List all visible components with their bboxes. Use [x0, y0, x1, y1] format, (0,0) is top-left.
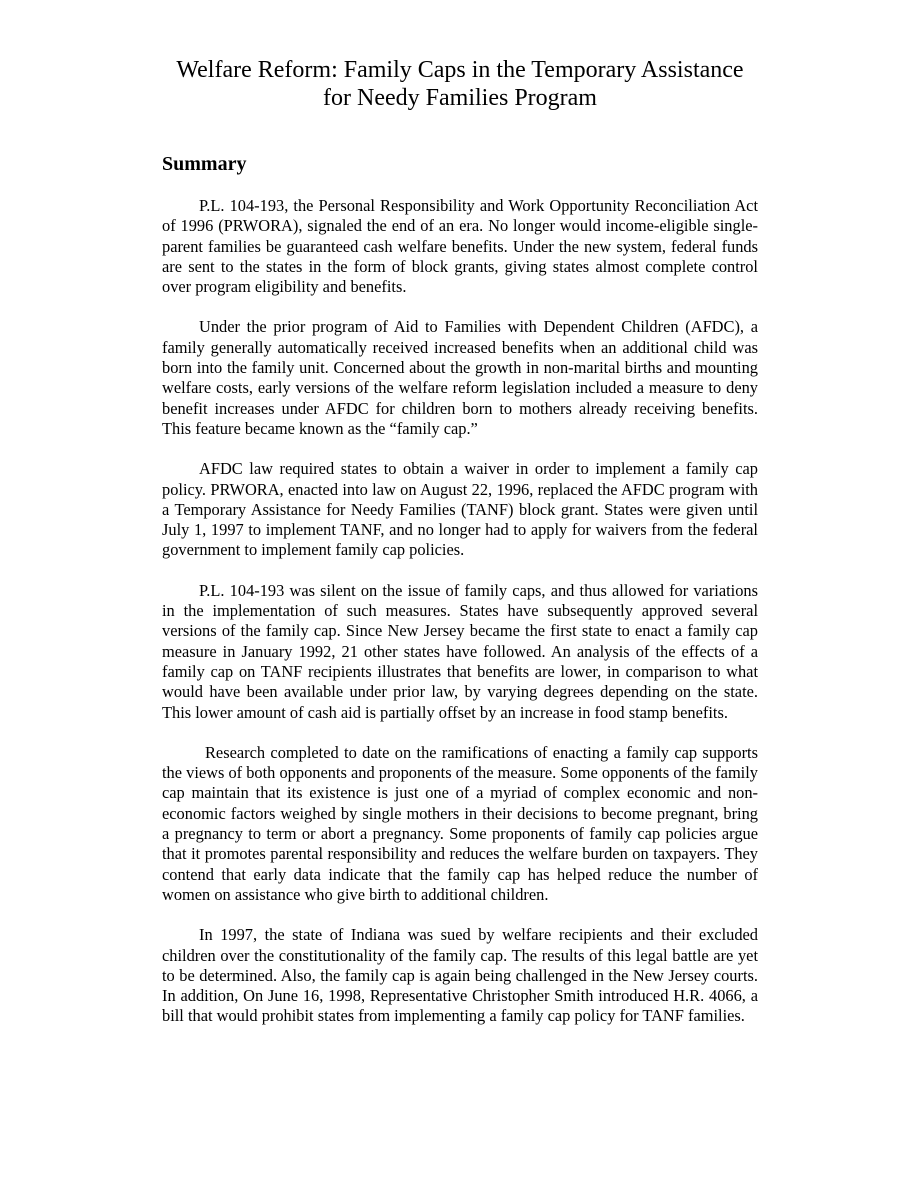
- document-title: [120, 56, 800, 112]
- paragraph-4: P.L. 104-193 was silent on the issue of family caps, and thus allowed for variations in the implementation of such measures. States have subsequently approved several versions of the family cap. Since New Jersey became the first state to enact a family cap measure in January 1992, 21 other states have followed. An analysis of the effects of a family cap on TANF recipients illustrates that benefits are lower, in comparison to what would have been available under prior law, by varying degrees depending on the state. This lower amount of cash aid is partially offset by an increase in food stamp benefits.: [162, 580, 758, 722]
- paragraph-2: Under the prior program of Aid to Families with Dependent Children (AFDC), a family generally automatically received increased benefits when an additional child was born into the family unit. Concerned about the growth in non-marital births and mounting welfare costs, early versions of the welfare reform legislation included a measure to deny benefit increases under AFDC for children born to mothers already receiving benefits. This feature became known as the “family cap.”: [162, 317, 758, 438]
- paragraph-3: AFDC law required states to obtain a waiver in order to implement a family cap policy. PRWORA, enacted into law on August 22, 1996, replaced the AFDC program with a Temporary Assistance for Needy Families (TANF) block grant. States were given until July 1, 1997 to implement TANF, and no longer had to apply for waivers from the federal government to implement family cap policies.: [162, 459, 758, 560]
- title-line-1: Welfare Reform: Family Caps in the Temporary Assistance: [176, 57, 744, 83]
- paragraph-5: Research completed to date on the ramifications of enacting a family cap supports the views of both opponents and proponents of the measure. Some opponents of the family cap maintain that its existence is just one of a myriad of complex economic and non-economic factors weighed by single mothers in their decisions to become pregnant, bring a pregnancy to term or abort a pregnancy. Some proponents of family cap policies argue that it promotes parental responsibility and reduces the welfare burden on taxpayers. They contend that early data indicate that the family cap has helped reduce the number of women on assistance who give birth to additional children.: [162, 742, 758, 904]
- section-heading-summary: Summary: [162, 153, 247, 175]
- paragraph-6: In 1997, the state of Indiana was sued by welfare recipients and their excluded children over the constitutionality of the family cap. The results of this legal battle are yet to be determined. Also, the family cap is again being challenged in the New Jersey courts. In addition, On June 16, 1998, Representative Christopher Smith introduced H.R. 4066, a bill that would prohibit states from implementing a family cap policy for TANF families.: [162, 925, 758, 1026]
- paragraph-1: P.L. 104-193, the Personal Responsibility and Work Opportunity Reconciliation Act of 1996 (PRWORA), signaled the end of an era. No longer would income-eligible single-parent families be guaranteed cash welfare benefits. Under the new system, federal funds are sent to the states in the form of block grants, giving states almost complete control over program eligibility and benefits.: [162, 196, 758, 297]
- summary-body: [162, 196, 758, 1047]
- title-line-2: for Needy Families Program: [323, 85, 597, 111]
